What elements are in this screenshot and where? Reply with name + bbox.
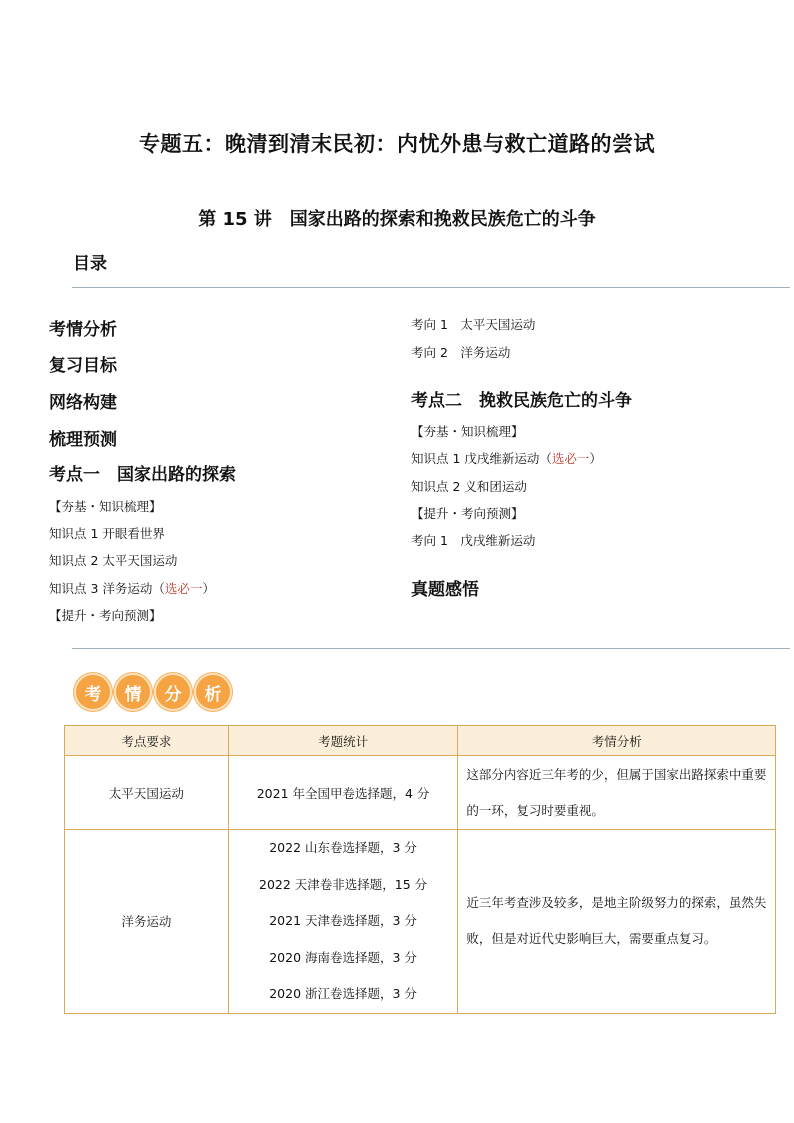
table-header-cell: 考题统计	[228, 726, 458, 756]
toc-direction-2[interactable]: 考向 2 洋务运动	[411, 345, 511, 360]
exam-analysis-table	[64, 725, 776, 1014]
toc-point-two[interactable]: 考点二 挽救民族危亡的斗争	[411, 391, 632, 411]
stat-line: 2021 天津卷选择题，3 分	[269, 913, 417, 928]
table-cell-point: 太平天国运动	[65, 756, 229, 830]
toc-basics-left[interactable]: 【夯基・知识梳理】	[49, 499, 162, 514]
toc-knowledge-r1[interactable]	[411, 449, 602, 467]
toc-improve-right[interactable]: 【提升・考向预测】	[411, 506, 524, 521]
table-cell-stats	[228, 830, 458, 1014]
toc-improve-left[interactable]: 【提升・考向预测】	[49, 608, 162, 623]
lesson-subtitle: 第 15 讲 国家出路的探索和挽救民族危亡的斗争	[198, 209, 596, 230]
badge-char: 析	[194, 673, 232, 711]
toc-knowledge-3-tag: 选必一	[164, 581, 203, 596]
toc-knowledge-3-end: ）	[202, 581, 215, 596]
toc-direction-3[interactable]: 考向 1 戊戌维新运动	[411, 533, 536, 548]
toc-knowledge-r1-label: 知识点 1 戊戌维新运动（	[411, 451, 552, 466]
stat-line: 2020 浙江卷选择题，3 分	[269, 986, 417, 1001]
table-cell-point: 洋务运动	[65, 830, 229, 1014]
stat-line: 2020 海南卷选择题，3 分	[269, 949, 417, 965]
table-cell-analysis: 近三年考查涉及较多，是地主阶级努力的探索，虽然失败，但是对近代史影响巨大，需要重点复习。	[458, 830, 776, 1014]
stat-line: 2022 山东卷选择题，3 分	[269, 840, 417, 855]
toc-basics-right[interactable]: 【夯基・知识梳理】	[411, 424, 524, 439]
table-header-row	[65, 726, 776, 756]
toc-direction-1[interactable]: 考向 1 太平天国运动	[411, 317, 536, 332]
toc-point-one[interactable]: 考点一 国家出路的探索	[49, 465, 236, 485]
toc-real-exam[interactable]: 真题感悟	[411, 580, 479, 600]
table-header-cell: 考情分析	[458, 726, 776, 756]
table-cell-stats: 2021 年全国甲卷选择题，4 分	[228, 756, 458, 830]
page-title: 专题五：晚清到清末民初：内忧外患与救亡道路的尝试	[139, 132, 655, 156]
toc-label: 目录	[73, 254, 107, 274]
divider-middle	[72, 648, 790, 649]
table-header-cell: 考点要求	[65, 726, 229, 756]
toc-analysis[interactable]: 考情分析	[49, 320, 117, 340]
toc-knowledge-r1-tag: 选必一	[551, 451, 590, 466]
badge-char: 分	[154, 673, 192, 711]
table-cell-analysis: 这部分内容近三年考的少，但属于国家出路探索中重要的一环，复习时要重视。	[458, 756, 776, 830]
section-badge-analysis	[74, 673, 232, 709]
toc-knowledge-r1-end: ）	[589, 451, 602, 466]
toc-knowledge-3[interactable]	[49, 579, 215, 597]
toc-knowledge-2[interactable]: 知识点 2 太平天国运动	[49, 553, 178, 568]
toc-goals[interactable]: 复习目标	[49, 356, 117, 376]
toc-knowledge-1[interactable]: 知识点 1 开眼看世界	[49, 526, 165, 541]
toc-preview[interactable]: 梳理预测	[49, 430, 117, 450]
badge-char: 考	[74, 673, 112, 711]
stat-line: 2022 天津卷非选择题，15 分	[259, 876, 428, 892]
table-row	[65, 830, 776, 1014]
divider-top	[72, 287, 790, 288]
toc-knowledge-3-label: 知识点 3 洋务运动（	[49, 581, 165, 596]
table-row	[65, 756, 776, 830]
toc-knowledge-r2[interactable]: 知识点 2 义和团运动	[411, 479, 527, 494]
badge-char: 情	[114, 673, 152, 711]
toc-network[interactable]: 网络构建	[49, 393, 117, 413]
